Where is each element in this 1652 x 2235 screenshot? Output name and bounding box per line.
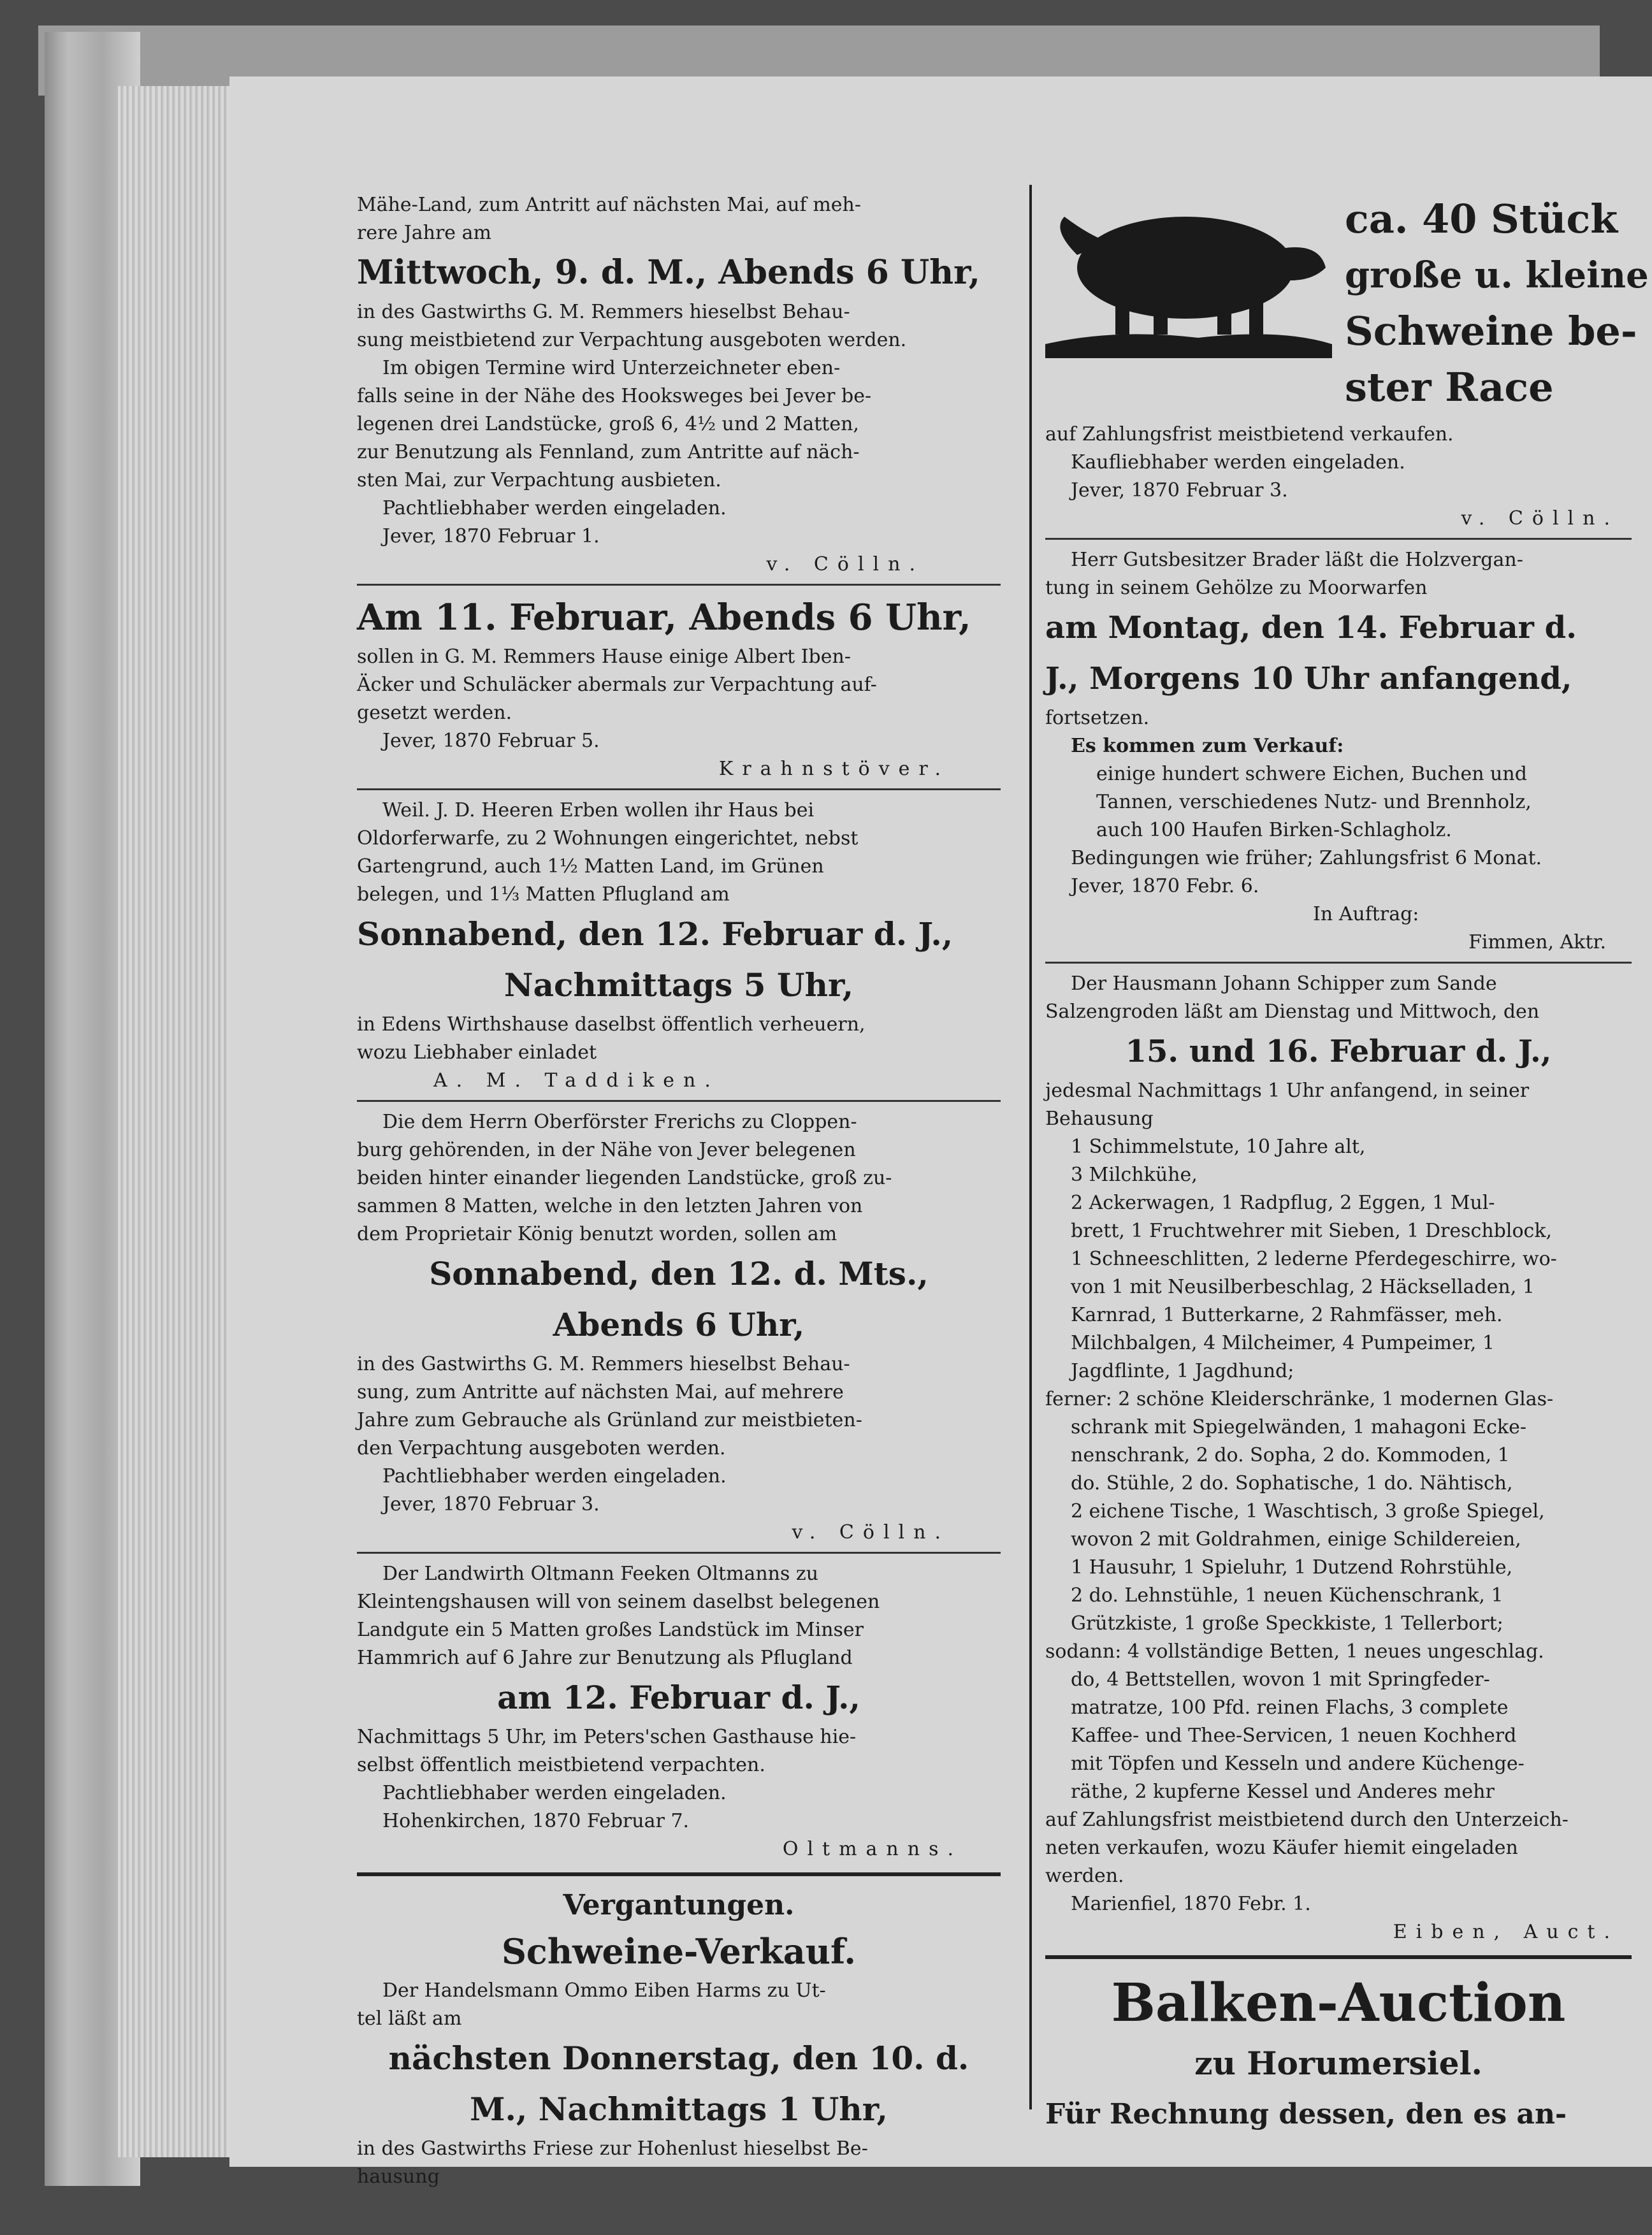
ad-date-heading: Nachmittags 5 Uhr, [504, 966, 854, 1004]
ad-list-item: do. Stühle, 2 do. Sophatische, 1 do. Nähtisch, [1071, 1472, 1513, 1494]
ad-date-heading: am 12. Februar d. J., [497, 1679, 860, 1716]
ad-list-item: Grützkiste, 1 große Speckkiste, 1 Tellerbort; [1071, 1612, 1503, 1635]
ad-text-line: legenen drei Landstücke, groß 6, 4½ und 2 Matten, [357, 413, 859, 435]
ad-list-item: mit Töpfen und Kesseln und andere Küchenge- [1071, 1753, 1525, 1775]
ad-text-line: Für Rechnung dessen, den es an- [1045, 2098, 1567, 2130]
ad-schweine-verkauf [357, 1926, 1001, 2191]
ad-text-line: rere Jahre am [357, 222, 491, 244]
ad-text-line: tung in seinem Gehölze zu Moorwarfen [1045, 577, 1428, 599]
ad-text-line: Pachtliebhaber werden eingeladen. [382, 1782, 727, 1804]
ad-text-line: gesetzt werden. [357, 702, 512, 724]
ad-signature: Krahnstöver. [718, 758, 950, 780]
section-separator [1045, 1955, 1632, 1959]
ad-list-item: auch 100 Haufen Birken-Schlagholz. [1096, 819, 1452, 841]
ad-headline: ster Race [1345, 364, 1554, 410]
ad-date-heading: Sonnabend, den 12. d. Mts., [429, 1255, 929, 1292]
ad-text-line: Der Landwirth Oltmann Feeken Oltmanns zu [382, 1563, 819, 1585]
left-column [357, 191, 1001, 2191]
ad-text-line: fortsetzen. [1045, 707, 1150, 729]
ad-headline: Schweine-Verkauf. [501, 1931, 857, 1972]
ad-subheading: zu Horumersiel. [1194, 2044, 1482, 2082]
ad-signature: Eiben, Auct. [1393, 1921, 1619, 1943]
ad-list-item: do, 4 Bettstellen, wovon 1 mit Springfeder- [1071, 1668, 1490, 1691]
ad-text-line: zur Benutzung als Fennland, zum Antritte auf näch- [357, 441, 860, 463]
ad-text-line: Marienfiel, 1870 Febr. 1. [1071, 1893, 1311, 1915]
ad-date-heading: M., Nachmittags 1 Uhr, [470, 2090, 888, 2128]
ad-list-item: Jagdflinte, 1 Jagdhund; [1071, 1360, 1294, 1382]
ad-text-line: Bedingungen wie früher; Zahlungsfrist 6 Monat. [1071, 847, 1542, 869]
ad-list-item: 3 Milchkühe, [1071, 1164, 1198, 1186]
ad-headline: Balken-Auction [1111, 1972, 1566, 2034]
ad-text-line: beiden hinter einander liegenden Landstücke, groß zu- [357, 1167, 892, 1189]
ad-text-line: Weil. J. D. Heeren Erben wollen ihr Haus bei [382, 799, 815, 821]
ad-text-line: Salzengroden läßt am Dienstag und Mittwoch, den [1045, 1001, 1540, 1023]
ad-text-line: auf Zahlungsfrist meistbietend durch den Unterzeich- [1045, 1809, 1569, 1831]
ad-text-line: Hammrich auf 6 Jahre zur Benutzung als Pflugland [357, 1647, 853, 1669]
ad-list-item: Kaffee- und Thee-Servicen, 1 neuen Kochherd [1071, 1725, 1517, 1747]
ad-text-line: dem Proprietair König benutzt worden, sollen am [357, 1223, 837, 1245]
ad-list-item: 2 do. Lehnstühle, 1 neuen Küchenschrank, 1 [1071, 1584, 1503, 1607]
ad-date-heading: Abends 6 Uhr, [553, 1306, 805, 1343]
ad-text-line: Landgute ein 5 Matten großes Landstück im Minser [357, 1619, 864, 1641]
ad-text-line: sammen 8 Matten, welche in den letzten Jahren von [357, 1195, 863, 1217]
ad-list-item: wovon 2 mit Goldrahmen, einige Schildereien, [1071, 1528, 1521, 1551]
ad-separator [357, 584, 1001, 586]
ad-separator [357, 788, 1001, 790]
ad-list-item: einige hundert schwere Eichen, Buchen und [1096, 763, 1527, 785]
ad-text-line: jedesmal Nachmittags 1 Uhr anfangend, in seiner [1045, 1080, 1530, 1102]
section-title: Vergantungen. [563, 1889, 795, 1921]
ad-text-line: Jever, 1870 Februar 3. [1071, 479, 1288, 502]
ad-list-item: 2 Ackerwagen, 1 Radpflug, 2 Eggen, 1 Mul- [1071, 1192, 1495, 1214]
ad-list-item: 1 Schneeschlitten, 2 lederne Pferdegeschirre, wo- [1071, 1248, 1557, 1270]
ad-text-line: in des Gastwirths G. M. Remmers hieselbst Behau- [357, 1353, 850, 1375]
ad-text-line: Jever, 1870 Febr. 6. [1071, 875, 1259, 897]
ad-text-line: werden. [1045, 1865, 1124, 1887]
ad-text-line: hausung [357, 2166, 440, 2188]
ad-text-line: Kaufliebhaber werden eingeladen. [1071, 451, 1405, 474]
ad-list-item: 2 eichene Tische, 1 Waschtisch, 3 große Spiegel, [1071, 1500, 1545, 1523]
ad-signature: v. Cölln. [766, 553, 924, 575]
ad-text-line: Pachtliebhaber werden eingeladen. [382, 497, 727, 519]
ad-hausmann-schipper [1045, 970, 1632, 1946]
ad-separator [357, 1552, 1001, 1554]
ad-am-11-februar [357, 592, 1001, 783]
ad-text-line: Jever, 1870 Februar 5. [382, 730, 600, 752]
ad-pig-sale [1045, 191, 1649, 533]
ad-text-line: Der Handelsmann Ommo Eiben Harms zu Ut- [382, 1979, 826, 2002]
pig-ad-headline-block [1345, 191, 1649, 421]
page-edges [118, 86, 239, 2157]
ad-text-line: Äcker und Schuläcker abermals zur Verpachtung auf- [357, 674, 877, 696]
ad-text-line: selbst öffentlich meistbietend verpachten. [357, 1754, 765, 1776]
ad-date-heading: Mittwoch, 9. d. M., Abends 6 Uhr, [357, 253, 980, 292]
ad-separator [1045, 962, 1632, 964]
ad-list-item: 1 Hausuhr, 1 Spieluhr, 1 Dutzend Rohrstühle, [1071, 1556, 1513, 1579]
right-column [1045, 191, 1649, 2140]
ad-list-item: brett, 1 Fruchtwehrer mit Sieben, 1 Dreschblock, [1071, 1220, 1553, 1242]
ad-text-line: Kleintengshausen will von seinem daselbst belegenen [357, 1591, 880, 1613]
ad-separator [1045, 538, 1632, 540]
ad-text-line: Pachtliebhaber werden eingeladen. [382, 1465, 727, 1487]
ad-text-line: Der Hausmann Johann Schipper zum Sande [1071, 973, 1497, 995]
ad-list-item: sodann: 4 vollständige Betten, 1 neues ungeschlag. [1045, 1640, 1544, 1663]
ad-date-heading: 15. und 16. Februar d. J., [1125, 1034, 1552, 1069]
ad-text-line: Es kommen zum Verkauf: [1071, 735, 1344, 757]
ad-text-line: Oldorferwarfe, zu 2 Wohnungen eingerichtet, nebst [357, 827, 859, 850]
ad-text-line: Die dem Herrn Oberförster Frerichs zu Cloppen- [382, 1111, 857, 1133]
ad-holzvergantung [1045, 546, 1632, 957]
ad-signature: v. Cölln. [1461, 507, 1619, 530]
ad-list-item: nenschrank, 2 do. Sopha, 2 do. Kommoden, 1 [1071, 1444, 1510, 1466]
ad-text-line: Mähe-Land, zum Antritt auf nächsten Mai, auf meh- [357, 194, 861, 216]
ad-signature: In Auftrag: [1313, 903, 1419, 925]
ad-text-line: auf Zahlungsfrist meistbietend verkaufen. [1045, 423, 1454, 445]
ad-text-line: in des Gastwirths Friese zur Hohenlust hieselbst Be- [357, 2137, 868, 2160]
ad-text-line: sten Mai, zur Verpachtung ausbieten. [357, 469, 721, 491]
ad-text-line: den Verpachtung ausgeboten werden. [357, 1437, 726, 1459]
ad-date-heading: am Montag, den 14. Februar d. [1045, 610, 1577, 646]
ad-list-item: schrank mit Spiegelwänden, 1 mahagoni Ecke- [1071, 1416, 1526, 1438]
ad-maehe-land [357, 191, 1001, 579]
ad-text-line: Jever, 1870 Februar 3. [382, 1493, 600, 1515]
ad-date-heading: Sonnabend, den 12. Februar d. J., [357, 915, 953, 953]
ad-list-item: ferner: 2 schöne Kleiderschränke, 1 modernen Glas- [1045, 1388, 1554, 1410]
ad-text-line: Jever, 1870 Februar 1. [382, 525, 600, 547]
ad-headline: große u. kleine [1345, 254, 1649, 296]
ad-oltmanns-pflugland [357, 1560, 1001, 1863]
ad-text-line: Hohenkirchen, 1870 Februar 7. [382, 1810, 690, 1832]
ad-text-line: falls seine in der Nähe des Hooksweges bei Jever be- [357, 385, 872, 407]
ad-list-item: 1 Schimmelstute, 10 Jahre alt, [1071, 1136, 1366, 1158]
ad-list-item: Milchbalgen, 4 Milcheimer, 4 Pumpeimer, 1 [1071, 1332, 1495, 1354]
section-separator [357, 1872, 1001, 1876]
ad-date-heading: J., Morgens 10 Uhr anfangend, [1045, 661, 1572, 697]
ad-list-item: Karnrad, 1 Butterkarne, 2 Rahmfässer, meh. [1071, 1304, 1503, 1326]
ad-text-line: sung, zum Antritte auf nächsten Mai, auf mehrere [357, 1381, 844, 1403]
ad-text-line: Jahre zum Gebrauche als Grünland zur meistbieten- [357, 1409, 862, 1431]
ad-signature: Fimmen, Aktr. [1468, 931, 1606, 953]
ad-text-line: Herr Gutsbesitzer Brader läßt die Holzvergan- [1071, 549, 1523, 571]
ad-text-line: Gartengrund, auch 1½ Matten Land, im Grünen [357, 855, 824, 878]
ad-text-line: wozu Liebhaber einladet [357, 1041, 597, 1064]
ad-text-line: Behausung [1045, 1108, 1154, 1130]
ad-headline: Am 11. Februar, Abends 6 Uhr, [357, 597, 971, 639]
ad-list-item: von 1 mit Neusilberbeschlag, 2 Häckselladen, 1 [1071, 1276, 1535, 1298]
ad-text-line: Im obigen Termine wird Unterzeichneter eben- [382, 357, 841, 379]
ad-text-line: sollen in G. M. Remmers Hause einige Albert Iben- [357, 646, 851, 668]
ad-text-line: in des Gastwirths G. M. Remmers hieselbst Behau- [357, 301, 850, 323]
ad-list-item: matratze, 100 Pfd. reinen Flachs, 3 complete [1071, 1696, 1509, 1719]
ad-date-heading: nächsten Donnerstag, den 10. d. [388, 2039, 969, 2077]
ad-frerichs-landstuecke [357, 1108, 1001, 1547]
ad-headline: ca. 40 Stück [1345, 196, 1618, 242]
ad-text-line: in Edens Wirthshause daselbst öffentlich verheuern, [357, 1013, 866, 1036]
ad-headline: Schweine be- [1345, 308, 1637, 354]
ad-text-line: neten verkaufen, wozu Käufer hiemit eingeladen [1045, 1837, 1518, 1859]
ad-text-line: sung meistbietend zur Verpachtung ausgeboten werden. [357, 329, 907, 351]
ad-separator [357, 1100, 1001, 1102]
ad-list-item: Tannen, verschiedenes Nutz- und Brennholz, [1096, 791, 1532, 813]
ad-text-line: tel läßt am [357, 2007, 462, 2030]
ad-signature: v. Cölln. [792, 1521, 950, 1544]
column-rule [1029, 185, 1032, 2109]
ad-signature: A. M. Taddiken. [433, 1069, 720, 1092]
ad-text-line: burg gehörenden, in der Nähe von Jever belegenen [357, 1139, 856, 1161]
ad-balken-auction [1045, 1968, 1632, 2140]
ad-text-line: belegen, und 1⅓ Matten Pflugland am [357, 883, 730, 906]
ad-signature: Oltmanns. [782, 1838, 962, 1860]
ad-text-line: Nachmittags 5 Uhr, im Peters'schen Gasthause hie- [357, 1726, 857, 1748]
ad-list-item: räthe, 2 kupferne Kessel und Anderes mehr [1071, 1781, 1495, 1803]
ad-heeren-erben [357, 797, 1001, 1095]
